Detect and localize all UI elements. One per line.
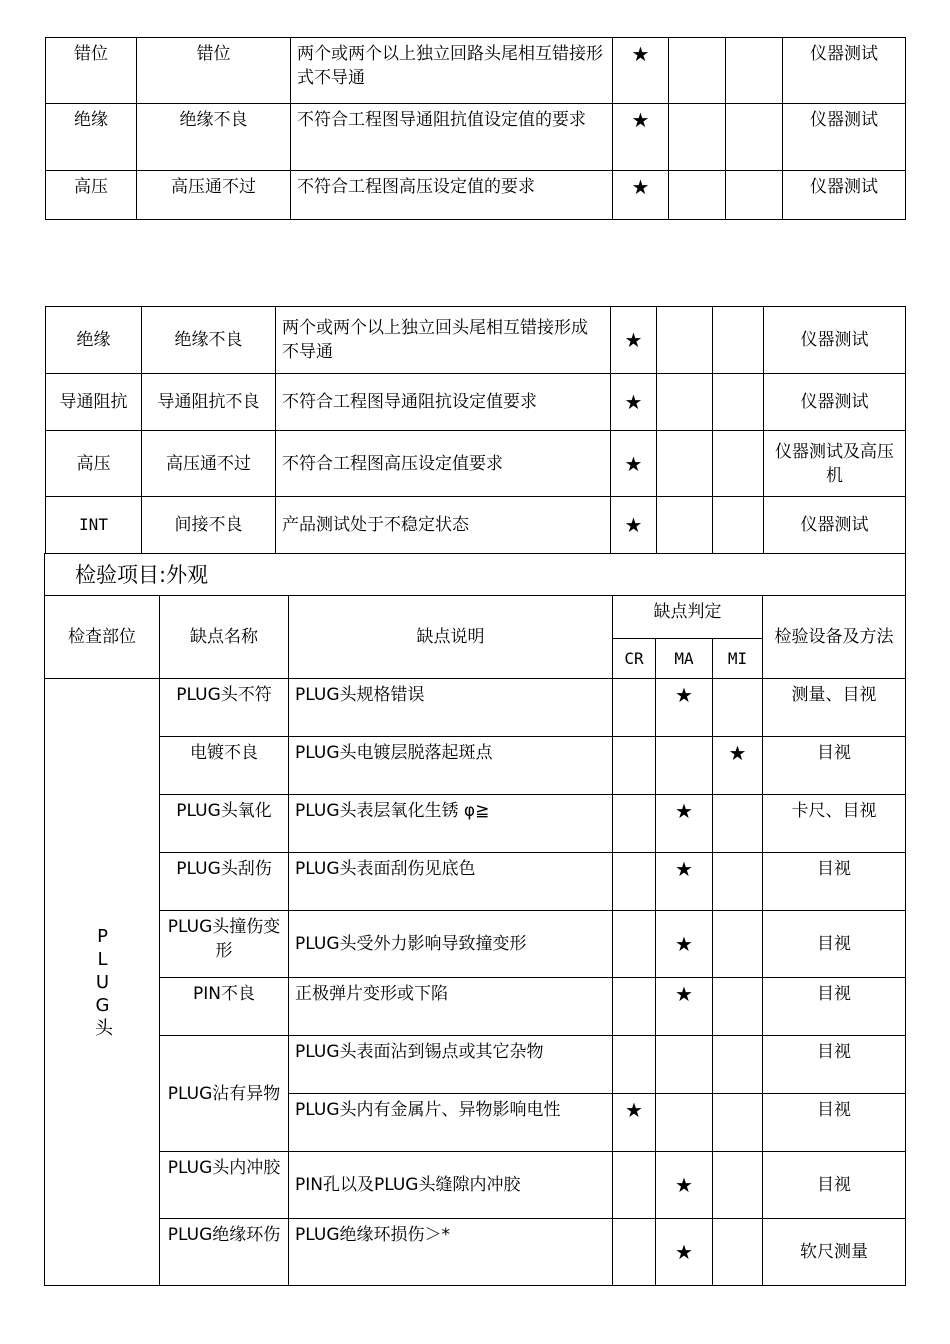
cr-cell (613, 911, 656, 978)
table-row (46, 497, 906, 554)
group-part-cell (45, 679, 160, 1286)
ma-cell (657, 431, 713, 497)
mi-cell (713, 853, 763, 911)
method-cell: 仪器测试 (764, 497, 906, 554)
ma-cell (656, 1094, 713, 1152)
desc-cell: PLUG头表面刮伤见底色 (289, 853, 613, 911)
defect-cell: PLUG头内冲胶 (160, 1152, 289, 1219)
header-desc: 缺点说明 (289, 596, 613, 679)
cr-cell (613, 679, 656, 737)
defect-cell: PLUG绝缘环伤 (160, 1219, 289, 1286)
ma-cell (669, 104, 726, 171)
table-row (45, 737, 906, 795)
mi-cell (726, 171, 783, 220)
mi-cell (713, 374, 764, 431)
defect-cell: 错位 (137, 38, 291, 104)
method-cell: 目视 (763, 978, 906, 1036)
mi-cell (726, 38, 783, 104)
ma-cell (669, 171, 726, 220)
defect-cell: PLUG头氧化 (160, 795, 289, 853)
table-row (45, 853, 906, 911)
cr-cell: ★ (611, 374, 657, 431)
defect-cell: PIN不良 (160, 978, 289, 1036)
desc-cell: 正极弹片变形或下陷 (289, 978, 613, 1036)
cr-cell: ★ (613, 104, 669, 171)
mi-cell (713, 679, 763, 737)
cr-cell: ★ (613, 38, 669, 104)
method-cell: 仪器测试 (764, 374, 906, 431)
ma-cell (657, 374, 713, 431)
desc-cell: PLUG头内有金属片、异物影响电性 (289, 1094, 613, 1152)
defect-cell: 绝缘不良 (137, 104, 291, 171)
table-row (46, 171, 906, 220)
ma-cell (656, 1036, 713, 1094)
desc-cell: 不符合工程图导通阻抗值设定值的要求 (291, 104, 613, 171)
table-row (45, 795, 906, 853)
method-cell: 目视 (763, 1094, 906, 1152)
table-row (45, 978, 906, 1036)
table-row (45, 679, 906, 737)
desc-cell: PLUG头表层氧化生锈 φ≧ (289, 795, 613, 853)
method-cell: 卡尺、目视 (763, 795, 906, 853)
part-cell: 高压 (46, 171, 137, 220)
mi-cell (726, 104, 783, 171)
mi-cell: ★ (713, 737, 763, 795)
header-row (45, 596, 906, 639)
mi-cell (713, 1094, 763, 1152)
header-mi: MI (713, 639, 763, 679)
ma-cell: ★ (656, 853, 713, 911)
desc-cell: 不符合工程图高压设定值的要求 (291, 171, 613, 220)
defect-cell: PLUG头不符 (160, 679, 289, 737)
ma-cell: ★ (656, 679, 713, 737)
method-cell: 目视 (763, 1152, 906, 1219)
method-cell: 软尺测量 (763, 1219, 906, 1286)
desc-cell: 两个或两个以上独立回路头尾相互错接形式不导通 (291, 38, 613, 104)
cr-cell: ★ (611, 307, 657, 374)
group-part-label: PLUG头 (92, 926, 113, 1038)
header-judgement: 缺点判定 (613, 596, 763, 639)
ma-cell (669, 38, 726, 104)
defect-cell: 间接不良 (142, 497, 276, 554)
electrical-test-table-1 (45, 37, 906, 220)
defect-cell: 电镀不良 (160, 737, 289, 795)
header-method: 检验设备及方法 (763, 596, 906, 679)
method-cell: 目视 (763, 737, 906, 795)
method-cell: 目视 (763, 853, 906, 911)
section-title: 检验项目:外观 (45, 554, 906, 596)
desc-cell: PLUG头受外力影响导致撞变形 (289, 911, 613, 978)
cr-cell (613, 795, 656, 853)
method-cell: 仪器测试 (783, 38, 906, 104)
mi-cell (713, 1152, 763, 1219)
part-cell: 高压 (46, 431, 142, 497)
desc-cell: 不符合工程图导通阻抗设定值要求 (276, 374, 611, 431)
method-cell: 仪器测试 (764, 307, 906, 374)
desc-cell: 不符合工程图高压设定值要求 (276, 431, 611, 497)
mi-cell (713, 795, 763, 853)
defect-cell: 高压通不过 (142, 431, 276, 497)
header-part: 检查部位 (45, 596, 160, 679)
mi-cell (713, 978, 763, 1036)
section-title-row (45, 554, 906, 596)
ma-cell: ★ (656, 1152, 713, 1219)
cr-cell (613, 853, 656, 911)
cr-cell (613, 1152, 656, 1219)
mi-cell (713, 1219, 763, 1286)
cr-cell: ★ (613, 171, 669, 220)
ma-cell: ★ (656, 911, 713, 978)
desc-cell: PIN孔以及PLUG头缝隙内冲胶 (289, 1152, 613, 1219)
ma-cell: ★ (656, 978, 713, 1036)
cr-cell: ★ (611, 431, 657, 497)
mi-cell (713, 1036, 763, 1094)
header-defect: 缺点名称 (160, 596, 289, 679)
desc-cell: PLUG头电镀层脱落起斑点 (289, 737, 613, 795)
method-cell: 测量、目视 (763, 679, 906, 737)
mi-cell (713, 307, 764, 374)
table-row (45, 1152, 906, 1219)
defect-cell: 绝缘不良 (142, 307, 276, 374)
cr-cell: ★ (611, 497, 657, 554)
header-cr: CR (613, 639, 656, 679)
mi-cell (713, 497, 764, 554)
desc-cell: 两个或两个以上独立回头尾相互错接形成不导通 (276, 307, 611, 374)
defect-cell: 导通阻抗不良 (142, 374, 276, 431)
electrical-test-table-2 (45, 306, 906, 554)
method-cell: 仪器测试 (783, 171, 906, 220)
ma-cell (657, 497, 713, 554)
desc-cell: 产品测试处于不稳定状态 (276, 497, 611, 554)
table-row (45, 1219, 906, 1286)
method-cell: 仪器测试 (783, 104, 906, 171)
defect-cell: PLUG头刮伤 (160, 853, 289, 911)
ma-cell (657, 307, 713, 374)
cr-cell (613, 978, 656, 1036)
mi-cell (713, 431, 764, 497)
table-row (45, 1036, 906, 1094)
ma-cell (656, 737, 713, 795)
mi-cell (713, 911, 763, 978)
table-row (45, 911, 906, 978)
ma-cell: ★ (656, 795, 713, 853)
table-row (46, 307, 906, 374)
method-cell: 目视 (763, 1036, 906, 1094)
part-cell: 绝缘 (46, 104, 137, 171)
table-row (46, 374, 906, 431)
cr-cell (613, 1219, 656, 1286)
method-cell: 仪器测试及高压机 (764, 431, 906, 497)
appearance-inspection-table (44, 553, 906, 1286)
header-ma: MA (656, 639, 713, 679)
defect-cell: 高压通不过 (137, 171, 291, 220)
part-cell: 绝缘 (46, 307, 142, 374)
cr-cell (613, 737, 656, 795)
table-row (46, 104, 906, 171)
desc-cell: PLUG绝缘环损伤＞* (289, 1219, 613, 1286)
part-cell: 导通阻抗 (46, 374, 142, 431)
defect-cell: PLUG头撞伤变形 (160, 911, 289, 978)
desc-cell: PLUG头表面沾到锡点或其它杂物 (289, 1036, 613, 1094)
part-cell: INT (46, 497, 142, 554)
desc-cell: PLUG头规格错误 (289, 679, 613, 737)
part-cell: 错位 (46, 38, 137, 104)
defect-cell: PLUG沾有异物 (160, 1036, 289, 1152)
cr-cell: ★ (613, 1094, 656, 1152)
table-row (46, 431, 906, 497)
method-cell: 目视 (763, 911, 906, 978)
ma-cell: ★ (656, 1219, 713, 1286)
cr-cell (613, 1036, 656, 1094)
table-row (46, 38, 906, 104)
